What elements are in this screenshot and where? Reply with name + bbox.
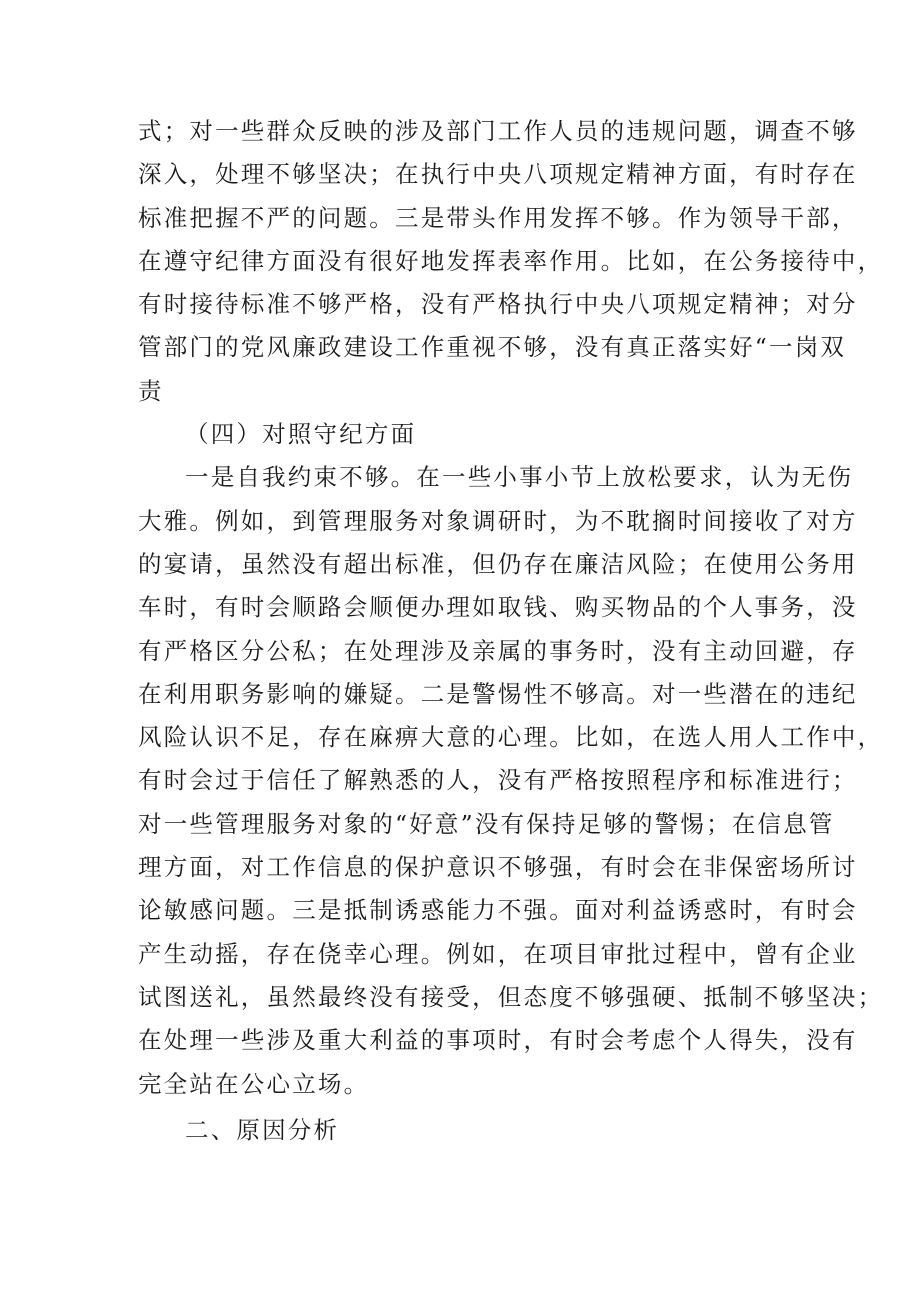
text-line: 的宴请，虽然没有超出标准，但仍存在廉洁风险；在使用公务用 (138, 549, 858, 578)
text-line: 有时会过于信任了解熟悉的人，没有严格按照程序和标准进行； (138, 766, 858, 795)
text-line: 理方面，对工作信息的保护意识不够强，有时会在非保密场所讨 (138, 853, 858, 882)
text-line: 一是自我约束不够。在一些小事小节上放松要求，认为无伤 (185, 463, 854, 492)
text-line: 管部门的党风廉政建设工作重视不够，没有真正落实好“一岗双 (138, 333, 847, 362)
text-line: 有严格区分公私；在处理涉及亲属的事务时，没有主动回避，存 (138, 636, 858, 665)
text-line: 完全站在公心立场。 (138, 1069, 370, 1098)
text-line: 在遵守纪律方面没有很好地发挥表率作用。比如，在公务接待中， (138, 246, 884, 275)
text-line: 对一些管理服务对象的“好意”没有保持足够的警惕；在信息管 (138, 809, 835, 838)
text-line: 车时，有时会顺路会顺便办理如取钱、购买物品的个人事务，没 (138, 593, 858, 622)
text-line: 论敏感问题。三是抵制诱惑能力不强。面对利益诱惑时，有时会 (138, 896, 858, 925)
text-line: 在处理一些涉及重大利益的事项时，有时会考虑个人得失，没有 (138, 1026, 858, 1055)
text-line: 风险认识不足，存在麻痹大意的心理。比如，在选人用人工作中， (138, 723, 884, 752)
text-line: 式；对一些群众反映的涉及部门工作人员的违规问题，调查不够 (138, 117, 858, 145)
section-heading: 二、原因分析 (185, 1115, 340, 1144)
text-line: 责 (138, 376, 164, 405)
text-line: 在利用职务影响的嫌疑。二是警惕性不够高。对一些潜在的违纪 (138, 679, 858, 708)
subsection-heading: （四）对照守纪方面 (185, 420, 417, 449)
text-line: 深入，处理不够坚决；在执行中央八项规定精神方面，有时存在 (138, 160, 858, 189)
text-line: 有时接待标准不够严格，没有严格执行中央八项规定精神；对分 (138, 290, 858, 319)
text-line: 产生动摇，存在侥幸心理。例如，在项目审批过程中，曾有企业 (138, 939, 858, 968)
body-text (138, 110, 884, 1152)
text-line: 标准把握不严的问题。三是带头作用发挥不够。作为领导干部， (138, 203, 858, 232)
text-line: 试图送礼，虽然最终没有接受，但态度不够强硬、抵制不够坚决； (138, 982, 884, 1011)
text-line: 大雅。例如，到管理服务对象调研时，为不耽搁时间接收了对方 (138, 506, 858, 535)
